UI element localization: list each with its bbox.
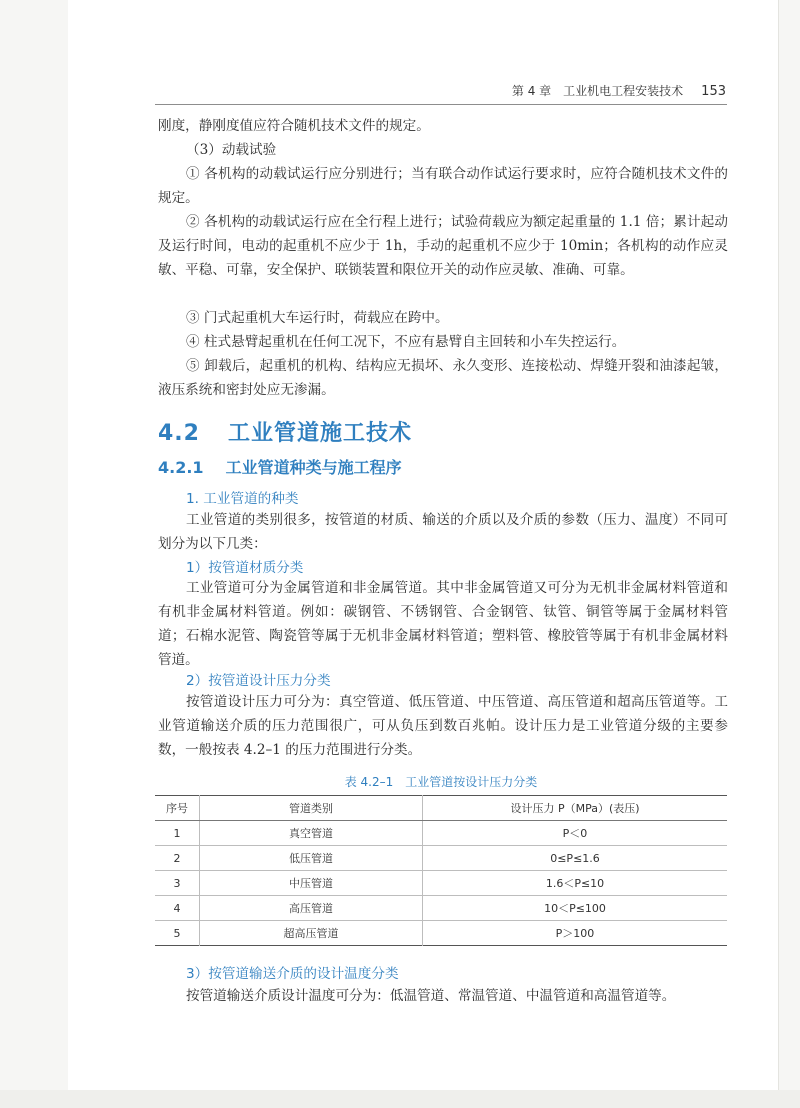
section-number: 4.2 [158,421,200,446]
pressure-table [155,795,727,946]
page-number: 153 [701,84,726,99]
paragraph: 工业管道的类别很多，按管道的材质、输送的介质以及介质的参数（压力、温度）不同可划分为以下几类： [158,512,728,552]
chapter-title: 第 4 章 工业机电工程安装技术 [511,84,684,98]
subsection-heading: 工业管道种类与施工程序 [225,458,402,477]
table-cell: P＜0 [423,821,728,846]
paragraph: （3）动载试验 [186,142,277,158]
paragraph: ⑤ 卸载后，起重机的机构、结构应无损坏、永久变形、连接松动、焊缝开裂和油漆起皱，液压系统和密封处应无渗漏。 [158,358,728,398]
heading-temperature: 3）按管道输送介质的设计温度分类 [186,966,399,982]
table-cell: 10＜P≤100 [423,896,728,921]
table-cell: 中压管道 [200,871,423,896]
section-title [158,416,412,447]
table-cell: 真空管道 [200,821,423,846]
table-cell: 4 [155,896,200,921]
subsection-number: 4.2.1 [158,458,204,477]
section-heading: 工业管道施工技术 [227,421,412,446]
table-header-cell: 序号 [155,796,200,821]
table-header-cell: 管道类别 [200,796,423,821]
paragraph: ② 各机构的动载试运行应在全行程上进行；试验荷载应为额定起重量的 1.1 倍；累计起动及运行时间，电动的起重机不应少于 1h，手动的起重机不应少于 10min；各机构的动作应灵敏、平稳、可靠，安全保护、联锁装置和限位开关的动作应灵敏、准确、可靠。 [158,214,728,278]
paragraph: ④ 柱式悬臂起重机在任何工况下，不应有悬臂自主回转和小车失控运行。 [186,334,626,350]
table-row [155,821,727,846]
paragraph: 刚度，静刚度值应符合随机技术文件的规定。 [158,118,430,134]
table-cell: 0≤P≤1.6 [423,846,728,871]
paragraph: ③ 门式起重机大车运行时，荷载应在跨中。 [186,310,449,326]
table-cell: P＞100 [555,927,595,940]
heading-material: 1）按管道材质分类 [186,560,304,576]
table-row [155,871,727,896]
table-header-cell: 设计压力 P（MPa）(表压) [423,796,728,821]
table-header-row [155,796,727,821]
heading-pressure: 2）按管道设计压力分类 [186,673,331,689]
table-row [155,846,727,871]
table-row [155,896,727,921]
table-cell: 低压管道 [200,846,423,871]
paragraph: ① 各机构的动载试运行应分别进行；当有联合动作试运行要求时，应符合随机技术文件的规定。 [158,166,728,206]
table-row [155,921,727,946]
subsection-title [158,455,402,478]
table-cell: 超高压管道 [200,921,423,946]
table-caption: 表 4.2–1 工业管道按设计压力分类 [344,775,538,789]
table-cell: 1 [155,821,200,846]
table-cell: 1.6＜P≤10 [423,871,728,896]
table-cell: 高压管道 [200,896,423,921]
heading-types: 1. 工业管道的种类 [186,491,299,507]
paragraph: 工业管道可分为金属管道和非金属管道。其中非金属管道又可分为无机非金属材料管道和有机非金属材料管道。例如：碳钢管、不锈钢管、合金钢管、钛管、铜管等属于金属材料管道；石棉水泥管、陶瓷管等属于无机非金属材料管道；塑料管、橡胶管等属于有机非金属材料管道。 [158,580,728,668]
table-cell: 3 [155,871,200,896]
running-head [160,82,726,99]
table-cell: 2 [155,846,200,871]
header-rule [155,104,727,105]
paragraph: 按管道输送介质设计温度可分为：低温管道、常温管道、中温管道和高温管道等。 [186,988,676,1004]
table-cell: 5 [155,921,200,946]
page-edge [0,1090,800,1108]
paragraph: 按管道设计压力可分为：真空管道、低压管道、中压管道、高压管道和超高压管道等。工业管道输送介质的压力范围很广，可从负压到数百兆帕。设计压力是工业管道分级的主要参数，一般按表 4.2–1 的压力范围进行分类。 [158,694,728,758]
